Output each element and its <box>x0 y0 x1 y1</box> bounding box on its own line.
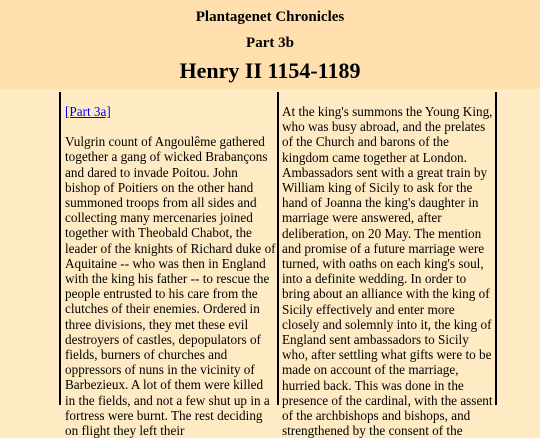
right-column-text: At the king's summons the Young King, who was busy abroad, and the prelates of the Church and barons of the kingdom came together at London. Ambassadors sent with a great train by William king of Sicily to ask for the hand of Joanna the king's daughter in marriage were answered, after deliberation, on 20 May. The mention and promise of a future marriage were turned, with oaths on each king's soul, into a definite wedding. In order to bring about an alliance with the king of Sicily effectively and enter more closely and solemnly into it, the king of England sent ambassadors to Sicily who, after settling what gifts were to be made on account of the marriage, hurried back. This was done in the presence of the cardinal, with the assent of the archbishops and bishops, and strengthened by the consent of the <box>282 104 493 438</box>
prev-part-link[interactable]: [Part 3a] <box>65 104 111 119</box>
right-column-border <box>495 92 497 405</box>
content-area <box>0 89 540 438</box>
left-column-text: Vulgrin count of Angoulême gathered together a gang of wicked Brabançons and dared to invade Poitou. John bishop of Poitiers on the other hand summoned troops from all sides and collecting many mercenaries joined together with Theobald Chabot, the leader of the knights of Richard duke of Aquitaine -- who was then in England with the king his father -- to rescue the people entrusted to his care from the clutches of their enemies. Ordered in three divisions, they met these evil destroyers of castles, depopulators of fields, burners of churches and oppressors of nuns in the vicinity of Barbezieux. A lot of them were killed in the fields, and not a few shut up in a fortress were burnt. The rest deciding on flight they left their <box>65 134 276 438</box>
part-title: Part 3b <box>246 35 294 51</box>
right-column <box>282 104 493 438</box>
page-title: Henry II 1154-1189 <box>179 58 361 83</box>
left-column <box>65 104 276 438</box>
site-title: Plantagenet Chronicles <box>195 9 345 25</box>
left-column-border <box>59 92 61 405</box>
center-column-border <box>277 92 279 405</box>
page-header <box>0 0 540 89</box>
